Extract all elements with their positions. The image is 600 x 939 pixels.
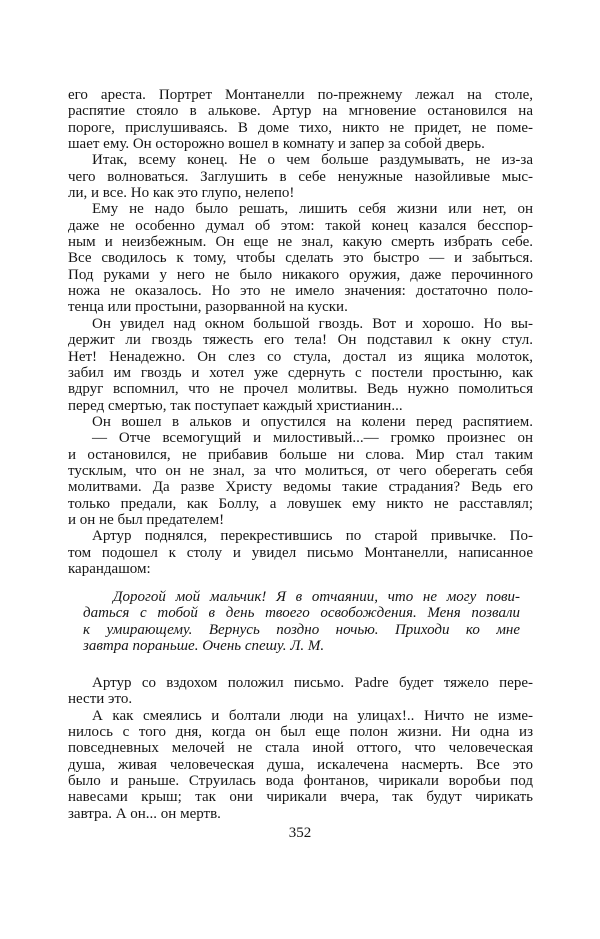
text-line: Артур поднялся, перекрестившись по старой привычке. По- [92, 528, 533, 545]
paragraph [68, 316, 533, 414]
text-line: молитвами. Да разве Христу ведомы такие страдания? Ведь его [68, 479, 533, 496]
text-line: забил им гвоздь и хотел уже сдернуть с постели простыню, как [68, 364, 533, 381]
letter-line: даться с тобой в день твоего освобождения. Меня позвали [83, 605, 520, 622]
main-text [68, 87, 533, 577]
text-line: Артур со вздохом положил письмо. Padre будет тяжело пере- [92, 675, 533, 691]
text-line: — Отче всемогущий и милостивый...— громко произнес он [92, 430, 533, 447]
text-line: даже не особенно думал об этом: такой конец казался бесспор- [68, 217, 533, 234]
text-line: распятие стояло в алькове. Артур на мгновение остановился на [68, 103, 533, 120]
text-line: нести это. [68, 691, 133, 708]
text-line: душа, живая человеческая душа, искалечена насмерть. Все это [68, 756, 533, 773]
text-line: ли, и все. Но как это глупо, нелепо! [68, 185, 295, 202]
text-line: только предали, как Боллу, а ловушек ему никто не расставлял; [68, 495, 533, 512]
text-line: нилось с того дня, когда он был еще полон жизни. Ни одна из [68, 724, 533, 741]
text-line: карандашом: [68, 560, 151, 577]
text-line: повседневных мелочей не стала иной оттого, что человеческая [68, 740, 533, 757]
text-line: и он не был предателем! [68, 511, 225, 528]
paragraph [68, 708, 533, 822]
letter-line: Дорогой мой мальчик! Я в отчаянии, что не могу пови- [113, 589, 520, 605]
letter-line: завтра пораньше. Очень спешу. Л. М. [83, 638, 325, 655]
text-line: Он вошел в альков и опустился на колени перед распятием. [92, 413, 533, 430]
text-line: тенца или простыни, разорванной на куски. [68, 299, 348, 316]
paragraph [68, 430, 533, 528]
text-line: том подошел к столу и увидел письмо Монтанелли, написанное [68, 544, 533, 561]
text-line: Он увидел над окном большой гвоздь. Вот и хорошо. Но вы- [92, 315, 533, 332]
paragraph [68, 414, 533, 430]
letter-quote [83, 589, 520, 654]
paragraph [68, 152, 533, 201]
text-line: перед смертью, так поступает каждый христианин... [68, 397, 403, 414]
letter-line: к умирающему. Вернусь поздно ночью. Приходи ко мне [83, 621, 520, 638]
text-line: завтра. А он... он мертв. [68, 805, 221, 822]
paragraph [68, 201, 533, 315]
text-line: Нет! Ненадежно. Он слез со стула, достал из ящика молоток, [68, 348, 533, 365]
text-line: Ему не надо было решать, лишить себя жизни или нет, он [92, 201, 533, 218]
text-line: пороге, прислушиваясь. В доме тихо, никто не придет, не поме- [68, 119, 533, 136]
text-line: ножа не оказалось. Но это не имело значения: достаточно поло- [68, 283, 533, 300]
page-number: 352 [288, 825, 312, 841]
paragraph [68, 87, 533, 152]
text-line: навесами крыш; так они чирикали вчера, так будут чирикать [68, 789, 533, 806]
closing-text [68, 675, 533, 822]
text-line: чего волноваться. Заглушить в себе ненужные назойливые мыс- [68, 168, 533, 185]
text-line: его ареста. Портрет Монтанелли по-прежнему лежал на столе, [68, 87, 533, 103]
text-line: было и раньше. Струилась вода фонтанов, чирикали воробьи под [68, 773, 533, 790]
text-line: Все сводилось к тому, чтобы сделать это быстро — и забыться. [68, 250, 533, 267]
text-line: шает ему. Он осторожно вошел в комнату и запер за собой дверь. [68, 136, 485, 153]
paragraph [68, 528, 533, 577]
text-line: Итак, всему конец. Не о чем больше раздумывать, не из-за [92, 152, 533, 169]
text-line: держит ли гвоздь тяжесть его тела! Он подставил к окну стул. [68, 332, 533, 349]
text-line: ным и неизбежным. Он еще не знал, какую смерть избрать себе. [68, 234, 533, 251]
text-line: и остановился, не прибавив больше ни слова. Мир стал таким [68, 446, 533, 463]
text-line: тусклым, что он не знал, за что молиться, от чего оберегать себя [68, 462, 533, 479]
text-line: вдруг вспомнил, что не прочел молитвы. Ведь нужно помолиться [68, 381, 533, 398]
text-line: Под руками у него не было никакого оружия, даже перочинного [68, 266, 533, 283]
paragraph [68, 675, 533, 708]
text-line: А как смеялись и болтали люди на улицах!.. Ничто не изме- [92, 707, 533, 724]
